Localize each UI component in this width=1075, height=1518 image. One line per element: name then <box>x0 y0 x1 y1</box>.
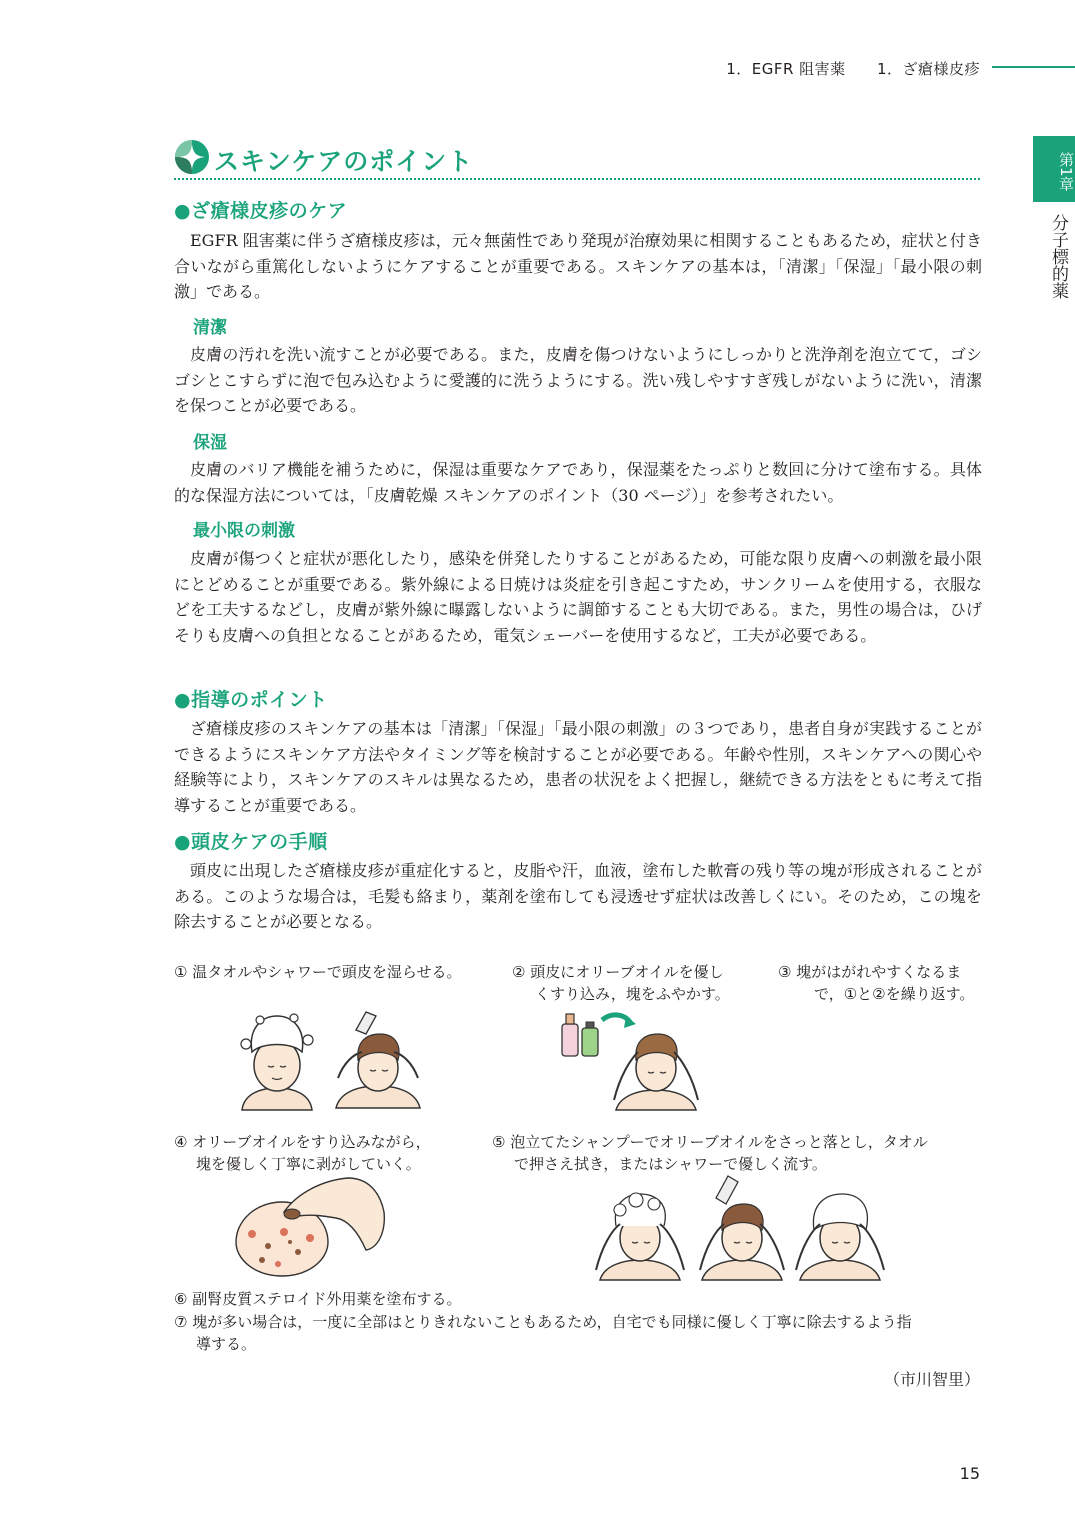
minimal-stimulus-paragraph: 皮膚が傷つくと症状が悪化したり，感染を併発したりすることがあるため，可能な限り皮膚への刺激を最小限にとどめることが重要である。紫外線による日焼けは炎症を引き起こすため，サンクリームを使用する，衣服などを工夫するなどし，皮膚が紫外線に曝露しないように調節することも大切である。また，男性の場合は，ひげそりも皮膚への負担となることがあるため，電気シェーバーを使用するなど，工夫が必要である。 <box>174 549 982 645</box>
page-number: 15 <box>959 1464 980 1483</box>
step-3-caption-cont: で，①と②を繰り返す。 <box>814 985 975 1003</box>
step-4-caption: ④ オリーブオイルをすり込みながら， <box>174 1133 431 1151</box>
step-2-caption-cont: くすり込み，塊をふやかす。 <box>535 985 730 1003</box>
running-header-chapter: 1．EGFR 阻害薬 <box>726 60 846 78</box>
shower-rinse-illustration <box>692 1172 792 1282</box>
minimal-stimulus-heading: 最小限の刺激 <box>193 521 295 541</box>
moisture-heading: 保湿 <box>193 433 227 453</box>
towel-dry-illustration <box>790 1190 890 1282</box>
shower-head-illustration <box>328 1008 428 1112</box>
running-header-section: 1．ざ瘡様皮疹 <box>876 60 980 78</box>
oil-massage-illustration <box>606 1026 706 1112</box>
sparkle-icon <box>174 139 210 175</box>
chapter-tab: 第1章 <box>1033 136 1075 202</box>
towel-head-illustration <box>232 1010 322 1112</box>
scalp-paragraph: 頭皮に出現したざ瘡様皮疹が重症化すると，皮脂や汗，血液，塗布した軟膏の残り等の塊が形成されることがある。このような場合は，毛髪も絡まり，薬剤を塗布しても浸透せず症状は改善しくにい。そのため，この塊を除去することが必要となる。 <box>174 861 982 931</box>
clean-heading: 清潔 <box>193 318 227 338</box>
moisture-paragraph: 皮膚のバリア機能を補うために，保湿は重要なケアであり，保湿薬をたっぷりと数回に分けて塗布する。具体的な保湿方法については，「皮膚乾燥 スキンケアのポイント（30 ページ）」を参考されたい。 <box>174 460 982 505</box>
header-rule <box>992 66 1075 68</box>
care-intro-paragraph: EGFR 阻害薬に伴うざ瘡様皮疹は，元々無菌性であり発現が治療効果に相関することもあるため，症状と付き合いながら重篤化しないようにケアすることが重要である。スキンケアの基本は，「清潔」「保湿」「最小限の刺激」である。 <box>174 231 982 301</box>
section-divider <box>174 178 980 180</box>
crust-removal-illustration <box>228 1172 390 1278</box>
step-7-caption: ⑦ 塊が多い場合は，一度に全部はとりきれないこともあるため，自宅でも同様に優しく丁寧に除去するよう指 <box>174 1313 912 1331</box>
step-7-caption-cont: 導する。 <box>196 1335 257 1353</box>
step-5-caption: ⑤ 泡立てたシャンプーでオリーブオイルをさっと落とし，タオル <box>492 1133 928 1151</box>
step-6-caption: ⑥ 副腎皮質ステロイド外用薬を塗布する。 <box>174 1290 462 1308</box>
running-header <box>600 58 980 79</box>
chapter-title: 分子標的薬 <box>1048 214 1068 299</box>
guidance-heading: ●指導のポイント <box>174 689 328 711</box>
section-title: スキンケアのポイント <box>214 147 474 176</box>
clean-paragraph: 皮膚の汚れを洗い流すことが必要である。また，皮膚を傷つけないようにしっかりと洗浄剤を泡立てて，ゴシゴシとこすらずに泡で包み込むように愛護的に洗うようにする。洗い残しやすすぎ残しがないように洗い，清潔を保つことが必要である。 <box>174 345 982 415</box>
step-1-caption: ① 温タオルやシャワーで頭皮を湿らせる。 <box>174 963 462 981</box>
step-5-caption-cont: で押さえ拭き，またはシャワーで優しく流す。 <box>514 1155 827 1173</box>
care-heading: ●ざ瘡様皮疹のケア <box>174 200 348 222</box>
shampoo-foam-illustration <box>590 1186 690 1282</box>
step-2-caption: ② 頭皮にオリーブオイルを優し <box>512 963 724 981</box>
step-3-caption: ③ 塊がはがれやすくなるま <box>778 963 962 981</box>
author-credit: （市川智里） <box>883 1370 980 1389</box>
step-4-caption-cont: 塊を優しく丁寧に剥がしていく。 <box>196 1155 421 1173</box>
guidance-paragraph: ざ瘡様皮疹のスキンケアの基本は「清潔」「保湿」「最小限の刺激」の３つであり，患者自身が実践することができるようにスキンケア方法やタイミング等を検討することが必要である。年齢や性別，スキンケアへの関心や経験等により，スキンケアのスキルは異なるため，患者の状況をよく把握し，継続できる方法をともに考えて指導することが重要である。 <box>174 719 982 815</box>
scalp-heading: ●頭皮ケアの手順 <box>174 831 328 853</box>
